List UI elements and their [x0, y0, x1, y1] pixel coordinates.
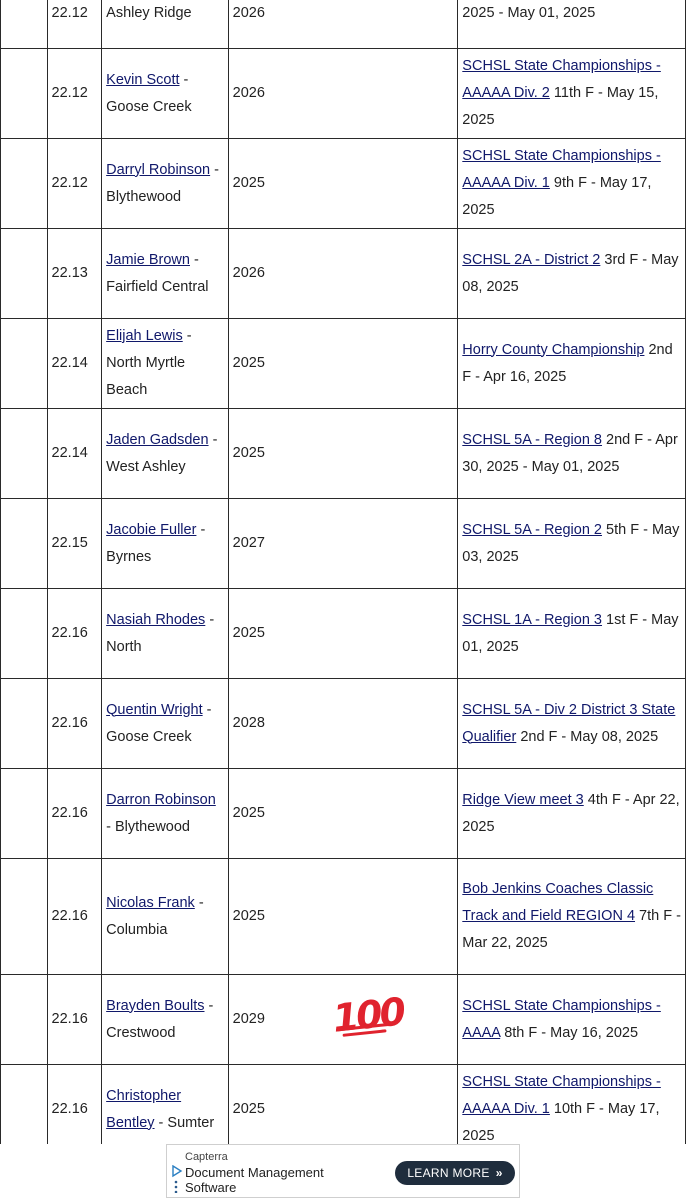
mark-value: 22.12 [51, 5, 88, 21]
mark-value: 22.16 [51, 1011, 88, 1027]
team-name: - Columbia [106, 894, 204, 938]
team-name: - Sumter [154, 1114, 215, 1131]
year-cell [228, 319, 458, 409]
team-name: - North Myrtle Beach [106, 328, 192, 398]
athlete-link[interactable]: Nicolas Frank [106, 894, 195, 911]
grad-year: 2029 [232, 1011, 265, 1027]
mark-value: 22.13 [51, 265, 88, 281]
team-name: - Blythewood [106, 161, 219, 205]
mark-cell [47, 679, 102, 769]
grad-year: 2025 [232, 175, 265, 191]
meet-result-text: 2nd F - Apr 30, 2025 - May 01, 2025 [462, 431, 678, 475]
row-spacer-cell [1, 0, 48, 49]
meet-result-text: 5th F - May 03, 2025 [462, 521, 680, 565]
grad-year: 2025 [232, 908, 265, 924]
athlete-link[interactable]: Darron Robinson [106, 791, 216, 808]
hundred-points-emoji-icon [330, 989, 405, 1041]
row-spacer-cell [1, 589, 48, 679]
learn-more-label: LEARN MORE [407, 1166, 490, 1180]
grad-year: 2025 [232, 445, 265, 461]
year-cell [228, 139, 458, 229]
team-name: - Goose Creek [106, 71, 192, 115]
grad-year: 2025 [232, 1101, 265, 1117]
athlete-cell [102, 589, 228, 679]
mark-cell [47, 1065, 102, 1155]
meet-cell [458, 319, 686, 409]
meet-cell [458, 139, 686, 229]
year-cell [228, 859, 458, 975]
grad-year: 2026 [232, 5, 265, 21]
mark-cell [47, 229, 102, 319]
athlete-link[interactable]: Brayden Boults [106, 997, 205, 1014]
year-cell [228, 49, 458, 139]
table-row [1, 0, 686, 49]
row-spacer-cell [1, 499, 48, 589]
row-spacer-cell [1, 975, 48, 1065]
athlete-link[interactable]: Kevin Scott [106, 71, 180, 88]
ad-play-icon [171, 1165, 183, 1193]
meet-result-text: 2025 - May 01, 2025 [462, 5, 596, 21]
meet-result-text: 2nd F - Apr 16, 2025 [462, 341, 673, 385]
team-name: - North [106, 611, 215, 655]
meet-link[interactable]: SCHSL 2A - District 2 [462, 251, 601, 268]
mark-cell [47, 0, 102, 49]
athlete-link[interactable]: Jacobie Fuller [106, 521, 197, 538]
table-row [1, 409, 686, 499]
year-cell [228, 0, 458, 49]
table-row [1, 49, 686, 139]
grad-year: 2025 [232, 355, 265, 371]
row-spacer-cell [1, 319, 48, 409]
mark-cell [47, 589, 102, 679]
athlete-cell [102, 139, 228, 229]
table-row [1, 859, 686, 975]
athlete-cell [102, 975, 228, 1065]
mark-cell [47, 859, 102, 975]
meet-cell [458, 769, 686, 859]
ad-title-line1: Document Management [185, 1165, 324, 1180]
year-cell [228, 679, 458, 769]
grad-year: 2028 [232, 715, 265, 731]
athlete-cell [102, 1065, 228, 1155]
athlete-cell [102, 499, 228, 589]
year-cell [228, 1065, 458, 1155]
athlete-cell [102, 859, 228, 975]
mark-cell [47, 499, 102, 589]
table-row [1, 139, 686, 229]
meet-cell [458, 0, 686, 49]
mark-cell [47, 975, 102, 1065]
athlete-link[interactable]: Jaden Gadsden [106, 431, 209, 448]
mark-value: 22.16 [51, 908, 88, 924]
meet-link[interactable]: SCHSL State Championships - AAAAA Div. 1 [462, 1074, 661, 1117]
team-name: - Byrnes [106, 521, 206, 565]
meet-cell [458, 679, 686, 769]
row-spacer-cell [1, 49, 48, 139]
athlete-cell [102, 409, 228, 499]
year-cell [228, 499, 458, 589]
athlete-cell [102, 319, 228, 409]
mark-cell [47, 409, 102, 499]
mark-value: 22.14 [51, 355, 88, 371]
meet-link[interactable]: SCHSL State Championships - AAAA [462, 997, 661, 1041]
meet-cell [458, 1065, 686, 1155]
meet-result-text: 9th F - May 17, 2025 [462, 175, 652, 218]
row-spacer-cell [1, 1065, 48, 1155]
mark-value: 22.12 [51, 85, 88, 101]
ad-title-line2: Software [185, 1180, 237, 1195]
grad-year: 2025 [232, 805, 265, 821]
mark-value: 22.16 [51, 805, 88, 821]
mark-cell [47, 139, 102, 229]
table-row [1, 1065, 686, 1155]
meet-result-text: 4th F - Apr 22, 2025 [462, 791, 680, 835]
meet-cell [458, 589, 686, 679]
meet-result-text: 11th F - May 15, 2025 [462, 85, 659, 128]
meet-result-text: 3rd F - May 08, 2025 [462, 251, 679, 295]
meet-link[interactable]: Horry County Championship [462, 341, 645, 358]
meet-result-text: 8th F - May 16, 2025 [500, 1024, 639, 1041]
table-row [1, 499, 686, 589]
meet-link[interactable]: SCHSL 5A - Region 8 [462, 431, 603, 448]
athlete-cell [102, 679, 228, 769]
year-cell [228, 409, 458, 499]
double-chevron-right-icon: » [495, 1166, 503, 1180]
athlete-link[interactable]: Elijah Lewis [106, 328, 183, 344]
mark-value: 22.14 [51, 445, 88, 461]
table-row [1, 975, 686, 1065]
mark-cell [47, 319, 102, 409]
row-spacer-cell [1, 859, 48, 975]
meet-cell [458, 975, 686, 1065]
row-spacer-cell [1, 139, 48, 229]
athlete-link[interactable]: Nasiah Rhodes [106, 611, 206, 628]
mark-value: 22.16 [51, 1101, 88, 1117]
learn-more-button[interactable] [395, 1161, 515, 1185]
meet-link[interactable]: SCHSL 5A - Region 2 [462, 521, 603, 538]
meet-link[interactable]: SCHSL 1A - Region 3 [462, 611, 603, 628]
athlete-cell [102, 0, 228, 49]
meet-link[interactable]: SCHSL State Championships - AAAAA Div. 1 [462, 148, 661, 191]
mark-value: 22.12 [51, 175, 88, 191]
row-spacer-cell [1, 409, 48, 499]
meet-cell [458, 499, 686, 589]
mark-value: 22.15 [51, 535, 88, 551]
table-row [1, 679, 686, 769]
mark-cell [47, 769, 102, 859]
meet-link[interactable]: SCHSL State Championships - AAAAA Div. 2 [462, 58, 661, 101]
table-row [1, 589, 686, 679]
year-cell [228, 769, 458, 859]
meet-cell [458, 49, 686, 139]
mark-cell [47, 49, 102, 139]
meet-result-text: 2nd F - May 08, 2025 [516, 728, 659, 745]
grad-year: 2026 [232, 265, 265, 281]
row-spacer-cell [1, 679, 48, 769]
meet-cell [458, 229, 686, 319]
team-name: - West Ashley [106, 431, 218, 475]
athlete-link[interactable]: Quentin Wright [106, 701, 203, 718]
grad-year: 2027 [232, 535, 265, 551]
grad-year: 2026 [232, 85, 265, 101]
team-name: Ashley Ridge [106, 5, 192, 21]
year-cell [228, 589, 458, 679]
athlete-link[interactable]: Darryl Robinson [106, 161, 211, 178]
mark-value: 22.16 [51, 715, 88, 731]
ad-title [185, 1165, 324, 1195]
meet-cell [458, 409, 686, 499]
athlete-link[interactable]: Christopher Bentley [106, 1087, 182, 1131]
meet-link[interactable]: Ridge View meet 3 [462, 791, 584, 808]
table-row [1, 769, 686, 859]
year-cell [228, 229, 458, 319]
table-row [1, 229, 686, 319]
team-name: - Crestwood [106, 997, 214, 1041]
hundred-points-text: 100 [330, 989, 405, 1041]
row-spacer-cell [1, 769, 48, 859]
meet-result-text: 7th F - Mar 22, 2025 [462, 908, 681, 951]
meet-link[interactable]: Bob Jenkins Coaches Classic Track and Field REGION 4 [462, 881, 654, 924]
meet-result-text: 10th F - May 17, 2025 [462, 1101, 660, 1144]
athlete-cell [102, 229, 228, 319]
team-name: - Goose Creek [106, 701, 212, 745]
meet-result-text: 1st F - May 01, 2025 [462, 611, 679, 655]
mark-value: 22.16 [51, 625, 88, 641]
meet-cell [458, 859, 686, 975]
grad-year: 2025 [232, 625, 265, 641]
meet-link[interactable]: SCHSL 5A - Div 2 District 3 State Qualifier [462, 701, 676, 745]
ad-brand: Capterra [185, 1151, 228, 1163]
team-name: - Blythewood [106, 818, 190, 835]
athlete-link[interactable]: Jamie Brown [106, 251, 190, 268]
ad-banner[interactable] [166, 1144, 520, 1198]
athlete-cell [102, 49, 228, 139]
table-row [1, 319, 686, 409]
team-name: - Fairfield Central [106, 251, 209, 295]
row-spacer-cell [1, 229, 48, 319]
year-cell [228, 975, 458, 1065]
athlete-cell [102, 769, 228, 859]
